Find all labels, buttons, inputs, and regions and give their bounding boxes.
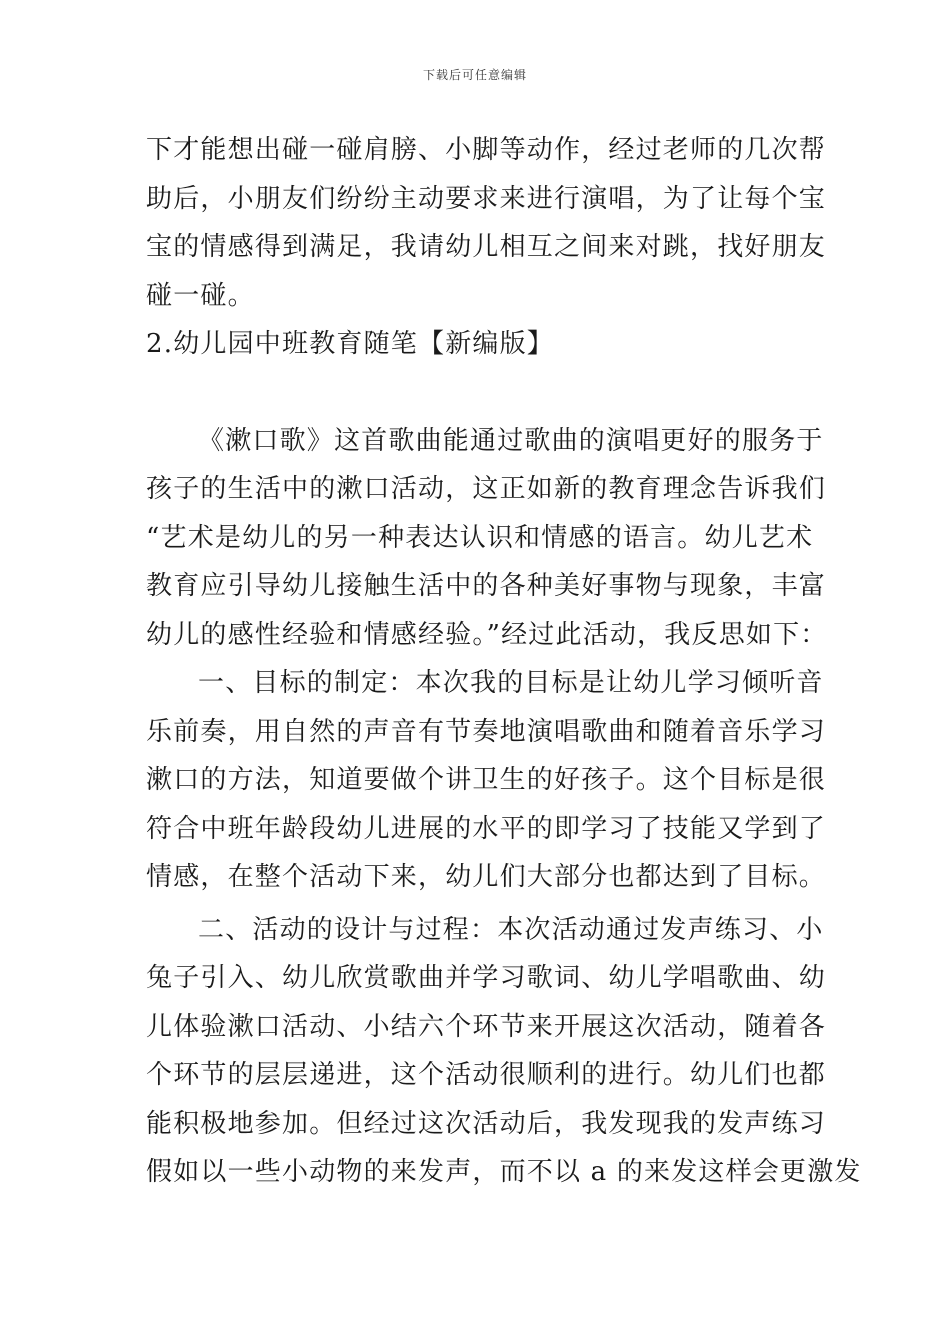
text-line: 漱口的方法，知道要做个讲卫生的好孩子。这个目标是很 (146, 765, 827, 795)
text-line: 乐前奏，用自然的声音有节奏地演唱歌曲和随着音乐学习 (146, 716, 827, 747)
text-line: “艺术是幼儿的另一种表达认识和情感的语言。幼儿艺术 (146, 522, 814, 553)
document-body (146, 126, 862, 1197)
text-line: 儿体验漱口活动、小结六个环节来开展这次活动，随着各 (146, 1011, 827, 1042)
paragraph-continuation (146, 126, 827, 320)
paragraph-intro (146, 417, 828, 660)
text-line: 下才能想出碰一碰肩膀、小脚等动作，经过老师的几次帮 (146, 135, 827, 165)
text-line: 《漱口歌》这首歌曲能通过歌曲的演唱更好的服务于 (198, 425, 824, 456)
text-line: 助后，小朋友们纷纷主动要求来进行演唱，为了让每个宝 (146, 183, 827, 214)
text-line: 碰一碰。 (146, 280, 255, 311)
section-title: 2.幼儿园中班教育随笔【新编版】 (146, 329, 555, 359)
paragraph-goals (146, 659, 827, 902)
text-line: 一、目标的制定：本次我的目标是让幼儿学习倾听音 (198, 668, 824, 698)
blank-space (146, 369, 810, 417)
text-line: 个环节的层层递进，这个活动很顺利的进行。幼儿们也都 (146, 1060, 827, 1090)
page-header: 下载后可任意编辑 (422, 68, 527, 82)
text-line: 幼儿的感性经验和情感经验。”经过此活动，我反思如下： (146, 619, 828, 650)
text-line: 符合中班年龄段幼儿进展的水平的即学习了技能又学到了 (146, 813, 827, 844)
text-line: 二、活动的设计与过程：本次活动通过发声练习、小 (198, 914, 824, 945)
paragraph-process (146, 906, 862, 1197)
text-line: 假如以一些小动物的来发声，而不以 a 的来发这样会更激发 (146, 1157, 862, 1187)
text-line: 能积极地参加。但经过这次活动后，我发现我的发声练习 (146, 1108, 827, 1139)
text-line: 兔子引入、幼儿欣赏歌曲并学习歌词、幼儿学唱歌曲、幼 (146, 963, 827, 993)
text-line: 孩子的生活中的漱口活动，这正如新的教育理念告诉我们 (146, 474, 827, 504)
text-line: 宝的情感得到满足，我请幼儿相互之间来对跳，找好朋友 (146, 232, 827, 262)
text-line: 教育应引导幼儿接触生活中的各种美好事物与现象，丰富 (146, 571, 827, 601)
text-line: 情感，在整个活动下来，幼儿们大部分也都达到了目标。 (146, 862, 827, 892)
